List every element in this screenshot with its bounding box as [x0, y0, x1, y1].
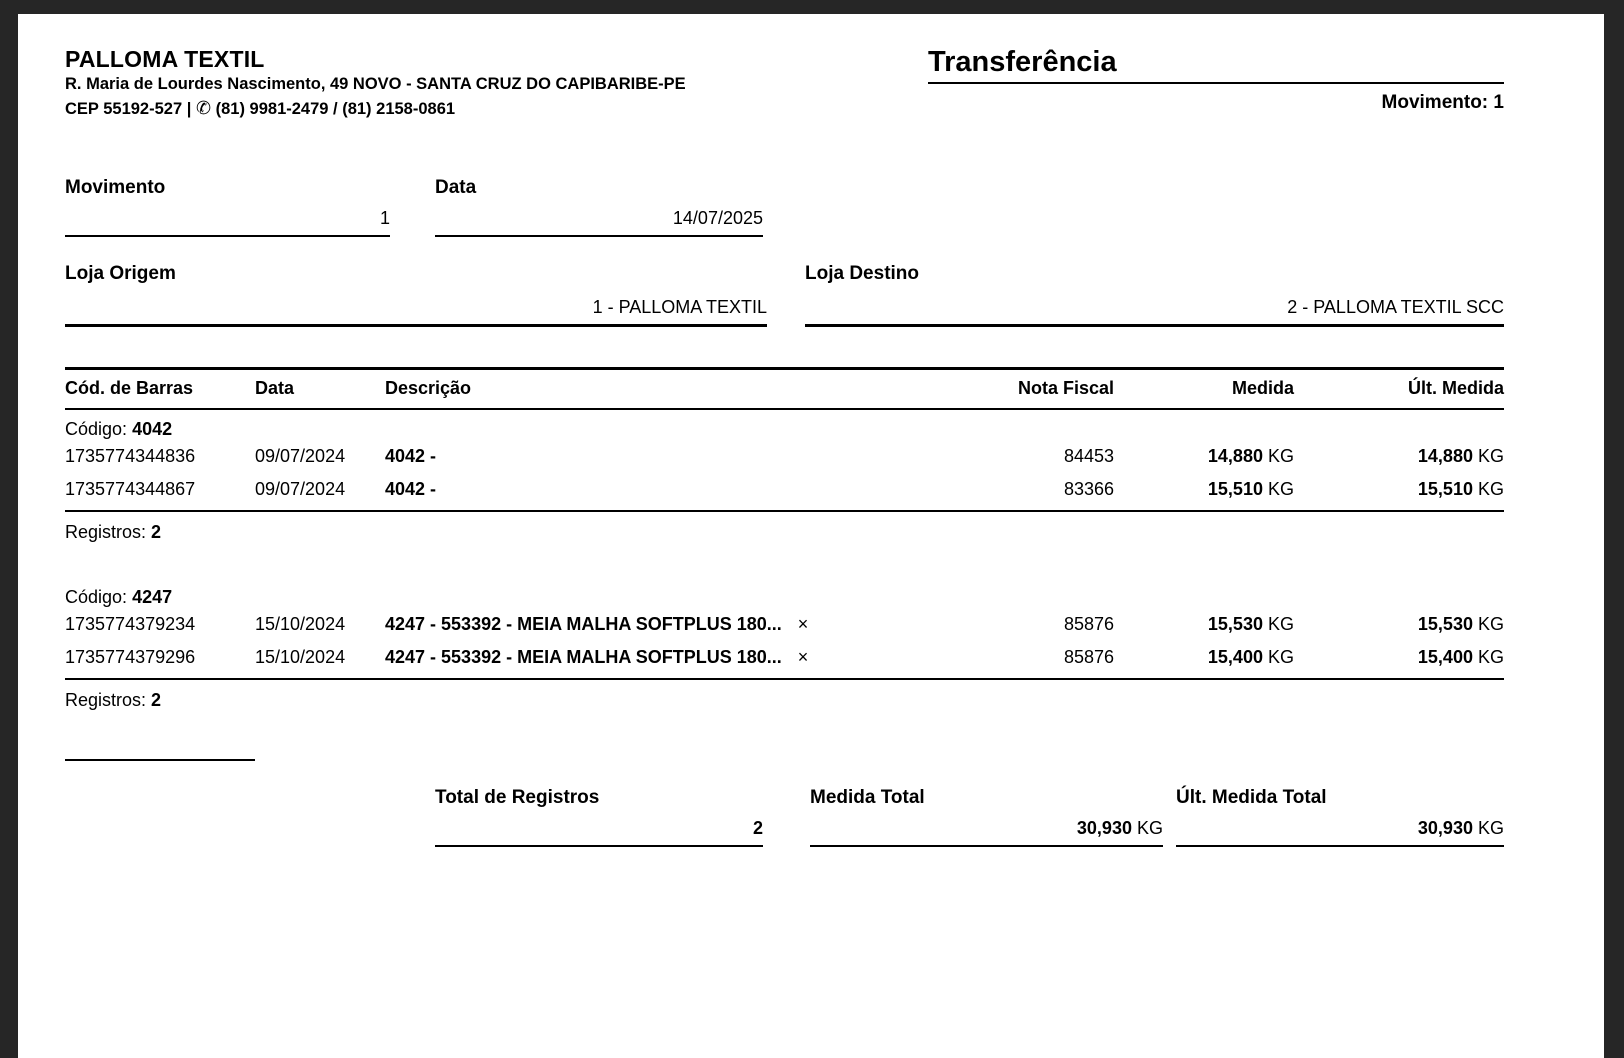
cell-date: 09/07/2024 [255, 446, 346, 466]
cell-nota-fiscal: 85876 [1063, 614, 1114, 634]
field-movimento-value: 1 [65, 208, 390, 237]
cell-date: 15/10/2024 [255, 647, 346, 667]
cell-ult-medida: 14,880 KG [1417, 446, 1504, 466]
company-phones: (81) 9981-2479 / (81) 2158-0861 [215, 100, 456, 118]
cell-medida: 15,510 KG [1207, 479, 1294, 499]
registros-value: 2 [151, 522, 162, 542]
medida-total-value: 30,930 KG [810, 818, 1163, 847]
registros-label: Registros: [65, 690, 147, 710]
field-loja-destino-value: 2 - PALLOMA TEXTIL SCC [805, 297, 1504, 327]
cell-ult-medida: 15,400 KG [1417, 647, 1504, 667]
field-loja-origem-value: 1 - PALLOMA TEXTIL [65, 297, 767, 327]
report-page [18, 14, 1604, 1058]
phone-icon: ✆ [195, 98, 212, 118]
cell-date: 15/10/2024 [255, 614, 346, 634]
totals-section [65, 787, 1504, 847]
company-block [65, 46, 686, 121]
total-registros-label: Total de Registros [435, 787, 600, 808]
movement-number [928, 92, 1504, 114]
cell-barcode: 1735774344836 [65, 446, 196, 466]
fields-row-2 [65, 263, 1504, 327]
field-loja-origem-label: Loja Origem [65, 263, 176, 284]
medida-total [810, 787, 1163, 847]
col-header-barcode: Cód. de Barras [65, 378, 194, 398]
items-table [65, 367, 1504, 711]
company-address: R. Maria de Lourdes Nascimento, 49 NOVO - SANTA CRUZ DO CAPIBARIBE-PE [65, 75, 686, 93]
cell-medida: 15,530 KG [1207, 614, 1294, 634]
field-loja-destino [805, 263, 1504, 327]
col-header-medida: Medida [1231, 378, 1294, 398]
product-group-4042 [65, 419, 1504, 543]
table-row [65, 440, 1504, 473]
cell-nota-fiscal: 85876 [1063, 647, 1114, 667]
col-header-ult-medida: Últ. Medida [1407, 378, 1504, 398]
cell-description: 4247 - 553392 - MEIA MALHA SOFTPLUS 180... × [385, 614, 809, 634]
group-registros [65, 522, 1504, 543]
group-code-label: Código: [65, 587, 128, 607]
x-mark: × [797, 614, 809, 634]
medida-total-label: Medida Total [810, 787, 925, 808]
fields-section [65, 177, 1504, 327]
title-block [928, 46, 1504, 114]
product-group-4247 [65, 587, 1504, 711]
company-name: PALLOMA TEXTIL [65, 46, 265, 72]
field-data [435, 177, 763, 237]
movement-value: 1 [1493, 92, 1504, 113]
group-code-line [65, 587, 1504, 608]
cell-medida: 14,880 KG [1207, 446, 1294, 466]
signature-rule [65, 759, 255, 761]
x-mark: × [797, 647, 809, 667]
cell-description: 4042 - [385, 479, 437, 499]
ult-medida-total-label: Últ. Medida Total [1176, 787, 1327, 808]
registros-value: 2 [151, 690, 162, 710]
cell-ult-medida: 15,530 KG [1417, 614, 1504, 634]
cell-barcode: 1735774379296 [65, 647, 196, 667]
group-code-label: Código: [65, 419, 128, 439]
company-contact [65, 96, 686, 121]
registros-label: Registros: [65, 522, 147, 542]
movement-label: Movimento: [1381, 92, 1489, 113]
cell-nota-fiscal: 83366 [1063, 479, 1114, 499]
company-cep: CEP 55192-527 [65, 100, 183, 118]
field-data-label: Data [435, 177, 477, 198]
cell-description: 4042 - [385, 446, 437, 466]
cell-date: 09/07/2024 [255, 479, 346, 499]
col-header-nota-fiscal: Nota Fiscal [1017, 378, 1114, 398]
field-movimento-label: Movimento [65, 177, 166, 198]
table-row [65, 608, 1504, 641]
col-header-date: Data [255, 378, 295, 398]
col-header-description: Descrição [385, 378, 472, 398]
fields-row-1 [65, 177, 1504, 237]
group-registros [65, 690, 1504, 711]
group-divider [65, 510, 1504, 512]
field-loja-destino-label: Loja Destino [805, 263, 920, 284]
page-title: Transferência [928, 46, 1504, 84]
table-header-row [65, 367, 1504, 410]
cell-ult-medida: 15,510 KG [1417, 479, 1504, 499]
group-code-value: 4042 [132, 419, 173, 439]
cell-barcode: 1735774379234 [65, 614, 196, 634]
ult-medida-total-value: 30,930 KG [1176, 818, 1504, 847]
table-row [65, 641, 1504, 674]
cell-nota-fiscal: 84453 [1063, 446, 1114, 466]
group-code-value: 4247 [132, 587, 173, 607]
cell-description: 4247 - 553392 - MEIA MALHA SOFTPLUS 180... × [385, 647, 809, 667]
field-loja-origem [65, 263, 767, 327]
field-data-value: 14/07/2025 [435, 208, 763, 237]
group-divider [65, 678, 1504, 680]
table-row [65, 473, 1504, 506]
cell-barcode: 1735774344867 [65, 479, 196, 499]
ult-medida-total [1176, 787, 1504, 847]
field-movimento [65, 177, 390, 237]
report-header [65, 46, 1504, 121]
total-registros [435, 787, 763, 847]
group-code-line [65, 419, 1504, 440]
separator-pipe: | [186, 100, 192, 118]
total-registros-value: 2 [435, 818, 763, 847]
cell-medida: 15,400 KG [1207, 647, 1294, 667]
